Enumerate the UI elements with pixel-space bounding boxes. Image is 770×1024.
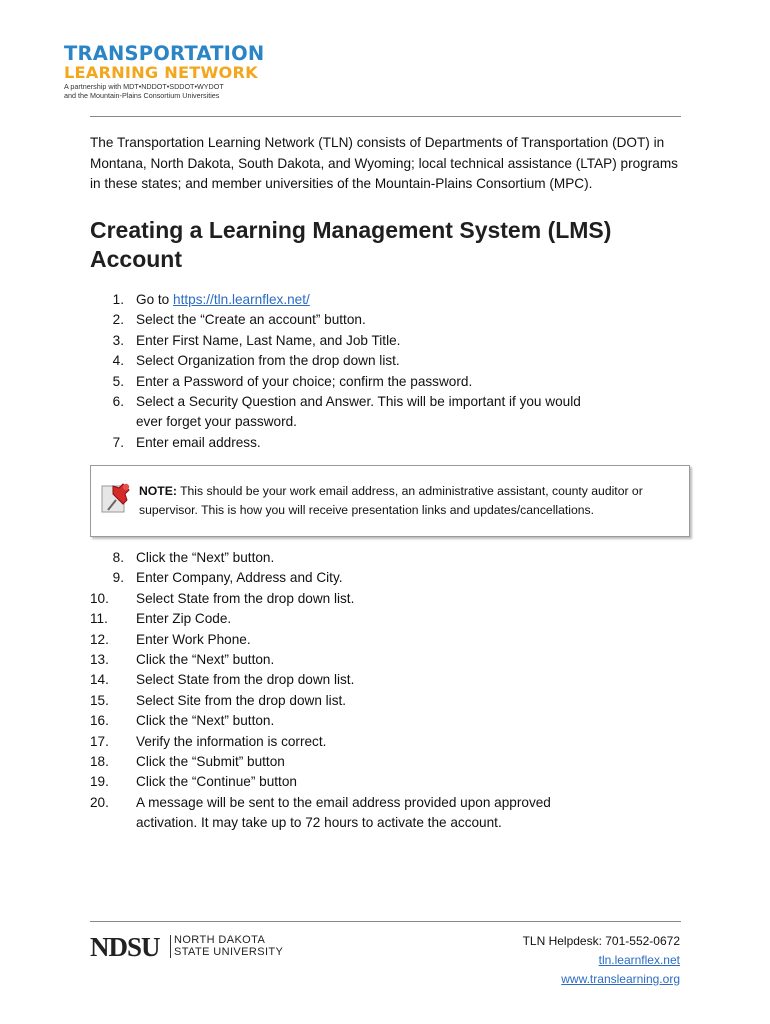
steps-list-part2 [0,548,700,834]
list-item [0,310,700,330]
list-item [0,711,700,731]
step-text: Enter First Name, Last Name, and Job Title. [136,332,401,348]
header-divider [90,116,681,117]
step-text: Click the “Submit” button [136,754,285,770]
step-text: Click the “Next” button. [136,652,275,668]
step-number: 9. [112,570,124,586]
step-text: Enter a Password of your choice; confirm the password. [136,373,473,389]
step-number: 3. [112,332,124,348]
list-item [0,609,700,629]
tln-logo [64,44,264,100]
list-item [0,752,700,772]
page-title: Creating a Learning Management System (LMS) Account [90,217,612,272]
step-number: 19. [90,774,109,790]
step-number: 8. [112,550,124,565]
list-item [0,548,700,568]
ndsu-fullname-line2: STATE UNIVERSITY [174,945,284,958]
list-item [0,793,700,834]
step-number: 11. [90,611,108,627]
step-number: 17. [90,733,109,749]
step-number: 1. [112,292,124,307]
step-text: Select State from the drop down list. [136,590,355,606]
step-number: 10. [90,590,109,606]
steps-list-part1 [0,290,700,453]
note-box [90,465,690,537]
step-text: Go to [136,292,174,307]
list-item [0,630,700,650]
list-item [0,331,700,351]
step-number: 4. [112,353,124,369]
note-text [139,482,679,520]
step-number: 2. [112,312,124,328]
step-number: 5. [112,373,124,389]
step-number: 7. [112,434,124,450]
helpdesk-phone: TLN Helpdesk: 701-552-0672 [522,934,680,948]
note-body: This should be your work email address, an administrative assistant, county auditor or supervisor. This is how you will receive presentation links and updates/cancellations. [139,484,643,517]
step-text: Click the “Continue” button [136,774,297,790]
list-item [0,589,700,609]
step-text: Click the “Next” button. [136,550,275,565]
step-number: 12. [90,631,109,647]
step-number: 15. [90,692,109,708]
step-text: Select the “Create an account” button. [136,312,366,328]
ndsu-wordmark: NDSU [90,932,160,962]
list-item [0,691,700,711]
logo-title-line1: TRANSPORTATION [64,42,265,65]
contact-info [523,932,680,989]
list-item [0,372,700,392]
step-number: 6. [112,394,124,410]
step-number: 18. [90,754,109,770]
note-label: NOTE: [139,484,177,498]
step-number: 20. [90,794,109,810]
translearning-link[interactable]: www.translearning.org [561,972,680,986]
ndsu-logo [90,932,320,962]
step-text: Enter Zip Code. [136,611,232,627]
step-number: 13. [90,652,109,668]
list-item [0,568,700,588]
list-item [0,433,700,453]
ndsu-fullname-line1: NORTH DAKOTA [174,934,266,946]
step-text: Select a Security Question and Answer. This will be important if you would ever forget your password. [136,394,581,430]
step-text: Enter Work Phone. [136,631,251,647]
step-text: Select State from the drop down list. [136,672,355,688]
logo-title-line2: LEARNING NETWORK [64,63,258,82]
list-item [0,290,700,310]
step-number: 16. [90,713,109,729]
logo-subtitle-line2: and the Mountain-Plains Consortium Universities [64,90,220,100]
learnflex-link[interactable]: tln.learnflex.net [598,953,680,967]
ndsu-separator [170,935,171,958]
footer-divider [90,921,681,922]
step-text: Enter Company, Address and City. [136,570,343,586]
step-text: Verify the information is correct. [136,733,327,749]
intro-paragraph: The Transportation Learning Network (TLN) consists of Departments of Transportation (DOT) in Montana, North Dakota, South Dakota, and Wyoming; local technical assistance (LTAP) programs in these states; and member universities of the Mountain-Plains Consortium (MPC). [90,135,678,191]
push-pin-icon [101,480,135,516]
list-item [0,772,700,792]
step-text: Select Organization from the drop down list. [136,353,400,369]
list-item [0,670,700,690]
tln-learnflex-link[interactable]: https://tln.learnflex.net/ [173,292,310,307]
list-item [0,650,700,670]
logo-subtitle [64,83,264,100]
step-number: 14. [90,672,109,688]
ndsu-fullname [174,935,283,958]
list-item [0,351,700,371]
step-text: Enter email address. [136,434,261,450]
step-text: A message will be sent to the email address provided upon approved activation. It may take up to 72 hours to activate the account. [136,794,551,831]
logo-subtitle-line1: A partnership with MDT•NDDOT•SDDOT•WYDOT [64,82,224,91]
list-item [0,732,700,752]
step-text: Click the “Next” button. [136,713,275,729]
list-item [0,392,700,433]
step-text: Select Site from the drop down list. [136,692,347,708]
